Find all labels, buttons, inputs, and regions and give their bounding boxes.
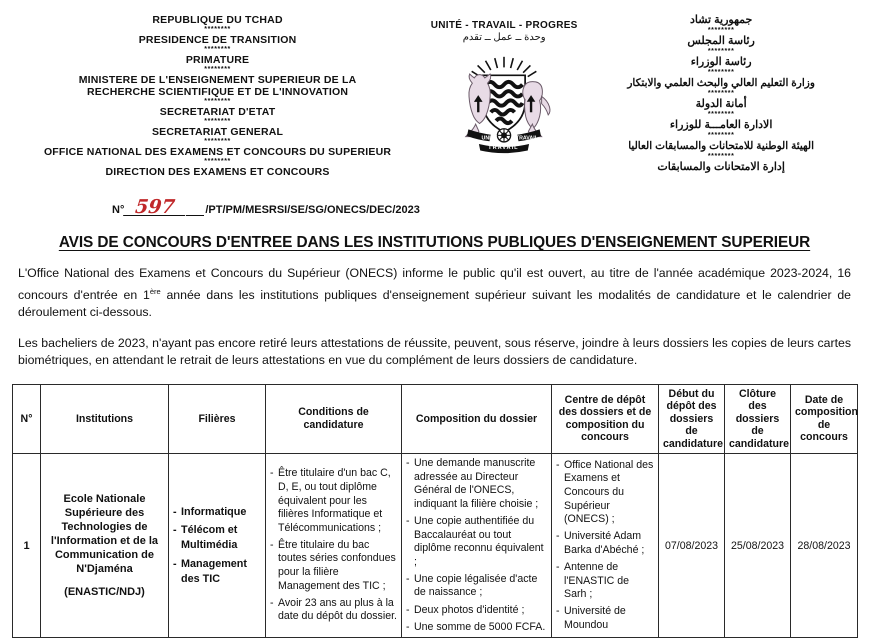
table-header-cloture: Clôture des dossiers de candidature [725, 384, 791, 454]
filieres-list [173, 505, 261, 587]
cell-filieres [169, 454, 266, 638]
mast-separator: ******** [204, 138, 231, 145]
ordinal-suffix: ère [149, 286, 161, 296]
cell-numero: 1 [13, 454, 41, 638]
reference-suffix: /PT/PM/MESRSI/SE/SG/ONECS/DEC/2023 [205, 204, 420, 216]
table-header-date-composition: Date de composition de concours [791, 384, 858, 454]
mast-separator: ******** [707, 69, 735, 76]
mast-line-secretariat-etat: SECRETARIAT D'ETAT [159, 106, 276, 118]
table-row [13, 454, 858, 638]
mast-separator: ******** [707, 48, 735, 55]
mast-separator: ******** [204, 66, 231, 73]
table-header-conditions: Conditions de candidature [266, 384, 402, 454]
mast-separator: ******** [204, 26, 231, 33]
list-item: - Management des TIC [173, 557, 261, 587]
cell-date-composition: 28/08/2023 [791, 454, 858, 638]
institution-name: Ecole Nationale Supérieure des Technologies de l'Information et de la Communication de N'Djaména [50, 493, 159, 576]
masthead-arabic-block [583, 14, 859, 174]
conditions-list [270, 467, 397, 624]
masthead [0, 0, 869, 190]
list-item: - Être titulaire d'un bac C, D, E, ou tout diplôme équivalent pour les filières Informatique et Télécommunications ; [270, 467, 397, 535]
mast-line-direction: DIRECTION DES EXAMENS ET CONCOURS [105, 166, 330, 178]
list-item: - Une demande manuscrite adressée au Directeur Général de l'ONECS, indiquant la filière choisie ; [406, 457, 547, 511]
table-header-centre-depot: Centre de dépôt des dossiers et de composition du concours [552, 384, 659, 454]
coat-of-arms-of-chad-icon [438, 55, 570, 155]
mast-line-primature: PRIMATURE [185, 54, 250, 66]
cell-institution [41, 454, 169, 638]
list-item: - Une somme de 5000 FCFA. [406, 621, 547, 635]
table-header-institutions: Institutions [41, 384, 169, 454]
mast-ar-line-republique: جمهورية تشاد [689, 14, 753, 26]
table-header-debut-depot: Début du dépôt des dossiers de candidature [659, 384, 725, 454]
list-item: - Deux photos d'identité ; [406, 604, 547, 618]
list-item: - Une copie légalisée d'acte de naissance ; [406, 573, 547, 600]
reference-handwritten-number: 597 [123, 199, 187, 216]
emblem-ribbon-left-text: UNITÉ [481, 135, 498, 142]
mast-separator: ******** [707, 153, 735, 160]
mast-separator: ******** [204, 158, 231, 165]
cell-composition [402, 454, 552, 638]
list-item: - Informatique [173, 505, 261, 520]
mast-separator: ******** [707, 90, 735, 97]
mast-ar-line-direction-generale: الادارة العامـــة للوزراء [669, 119, 773, 131]
list-item: - Université Adam Barka d'Abéché ; [556, 530, 654, 557]
competition-table-wrapper [12, 384, 857, 638]
mast-ar-line-office-national: الهيئة الوطنية للامتحانات والمسابقات العاليا [628, 140, 815, 152]
mast-ar-line-direction-examens: إدارة الامتحانات والمسابقات [657, 161, 785, 173]
composition-list [406, 457, 547, 634]
table-header-row [13, 384, 858, 454]
mast-ar-line-presidence: رئاسة المجلس [687, 35, 755, 47]
list-item: - Avoir 23 ans au plus à la date du dépôt du dossier. [270, 597, 397, 624]
mast-separator: ******** [204, 46, 231, 53]
table-header-filieres: Filières [169, 384, 266, 454]
mast-separator: ******** [707, 132, 735, 139]
intro-paragraph-1-part-a: L'Office National des Examens et Concours du Supérieur (ONECS) informe le public qu'il est ouvert, au titre de l'année académique 2023-2024, 16 concours d'entrée en 1 [18, 266, 851, 302]
table-header-numero: N° [13, 384, 41, 454]
page-title: AVIS DE CONCOURS D'ENTREE DANS LES INSTITUTIONS PUBLIQUES D'ENSEIGNEMENT SUPERIEUR [58, 234, 811, 251]
cell-debut-depot: 07/08/2023 [659, 454, 725, 638]
mast-ar-line-ministere: وزارة التعليم العالي والبحث العلمي والابتكار [627, 77, 815, 89]
masthead-french-block [10, 14, 425, 178]
list-item: - Office National des Examens et Concours du Supérieur (ONECS) ; [556, 459, 654, 527]
cell-centres [552, 454, 659, 638]
reference-blank-rule [186, 199, 204, 216]
reference-prefix: N° [112, 204, 125, 216]
centres-list [556, 459, 654, 633]
mast-separator: ******** [204, 118, 231, 125]
institution-acronym: (ENASTIC/NDJ) [64, 586, 145, 599]
list-item: - Université de Moundou [556, 605, 654, 632]
mast-line-presidence: PRESIDENCE DE TRANSITION [138, 34, 297, 46]
list-item: - Antenne de l'ENASTIC de Sarh ; [556, 561, 654, 602]
mast-line-secretariat-general: SECRETARIAT GENERAL [151, 126, 284, 138]
mast-line-republique: REPUBLIQUE DU TCHAD [152, 14, 283, 26]
national-motto-arabic: وحدة ــ عمل ــ تقدم [462, 32, 546, 43]
mast-ar-line-primature: رئاسة الوزراء [690, 56, 752, 68]
emblem-ribbon-right-text: TRAVAIL [516, 135, 539, 142]
mast-separator: ******** [707, 111, 735, 118]
mast-line-ministere: MINISTERE DE L'ENSEIGNEMENT SUPERIEUR DE LA RECHERCHE SCIENTIFIQUE ET DE L'INNOVATION [78, 74, 357, 98]
intro-paragraph-2: Les bacheliers de 2023, n'ayant pas encore retiré leurs attestations de réussite, peuvent, sous réserve, joindre à leurs dossiers les copies de leurs cartes biométriques, en attendant le retrait de leurs attestations en vue du complément de leurs dossiers de candidature. [18, 335, 851, 368]
mast-separator: ******** [204, 98, 231, 105]
national-motto-french: UNITÉ - TRAVAIL - PROGRES [430, 20, 578, 31]
masthead-emblem-block [425, 14, 583, 155]
list-item: - Une copie authentifiée du Baccalauréat ou tout diplôme reconnu équivalent ; [406, 515, 547, 569]
cell-cloture: 25/08/2023 [725, 454, 791, 638]
list-item: - Être titulaire du bac toutes séries confondues pour la filière Management des TIC ; [270, 539, 397, 593]
mast-ar-line-secretariat-etat: أمانة الدولة [695, 98, 747, 110]
intro-paragraph-1-part-b: année dans les institutions publiques d'enseignement supérieur suivant les modalités de candidature et le calendrier de déroulement ci-dessous. [18, 287, 851, 320]
reference-number-line [112, 194, 869, 216]
emblem-ribbon-bottom-text: TRAVAIL [488, 145, 519, 152]
competition-table [12, 384, 858, 638]
cell-conditions [266, 454, 402, 638]
table-header-composition: Composition du dossier [402, 384, 552, 454]
list-item: - Télécom et Multimédia [173, 523, 261, 553]
mast-separator: ******** [707, 27, 735, 34]
intro-paragraph-1 [18, 265, 851, 322]
mast-line-office-national: OFFICE NATIONAL DES EXAMENS ET CONCOURS DU SUPERIEUR [43, 146, 392, 158]
